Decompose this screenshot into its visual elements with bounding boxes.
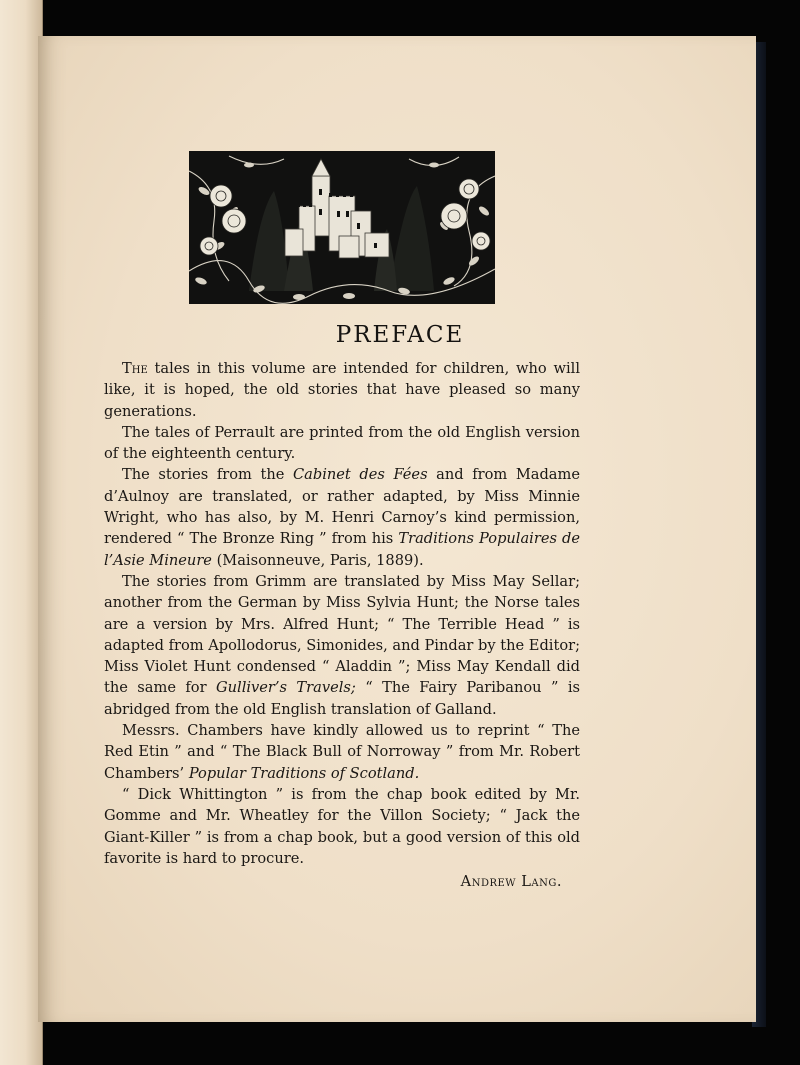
paragraph-1 xyxy=(104,358,580,422)
paragraph-text: The stories from the xyxy=(122,466,294,484)
paragraph-4 xyxy=(104,571,580,720)
book-title: Gulliver’s Travels; xyxy=(215,679,356,697)
paragraph-text: tales in this volume are intended for children, who will like, it is hoped, the old stories that have pleased so many generations. xyxy=(104,360,580,420)
book-title: Traditions Populaires de l’Asie Mineure xyxy=(104,530,580,569)
paragraph-2: The tales of Perrault are printed from the old English version of the eighteenth century. xyxy=(104,423,580,463)
paragraph-text: (Maisonneuve, Paris, 1889). xyxy=(211,551,424,569)
page-title: PREFACE xyxy=(335,322,465,348)
preface-body xyxy=(104,358,580,869)
book-title: Popular Traditions of Scotland. xyxy=(188,764,420,782)
paragraph-lead-word: The xyxy=(122,360,148,377)
author-signature: Andrew Lang. xyxy=(460,873,562,890)
paragraph-3 xyxy=(104,464,580,570)
paragraph-text: Messrs. Chambers have kindly allowed us to reprint “ The Red Etin ” and “ The Black Bull of Norroway ” from Mr. Robert Chambers’ xyxy=(104,722,580,782)
book-title: Cabinet des Fées xyxy=(293,466,428,484)
left-page-edge xyxy=(0,0,43,1065)
castle-with-roses-icon xyxy=(189,151,495,304)
paragraph-6: “ Dick Whittington ” is from the chap book edited by Mr. Gomme and Mr. Wheatley for the Villon Society; “ Jack the Giant-Killer ” is from a chap book, but a good version of this old favorite is hard to procure. xyxy=(104,785,580,867)
paragraph-text: “ The Fairy Paribanou ” is abridged from the old English translation of Galland. xyxy=(104,679,580,718)
paragraph-text: and from Madame d’Aulnoy are translated, or rather adapted, by Miss Minnie Wright, who has also, by M. Henri Carnoy’s kind permission, rendered “ The Bronze Ring ” from his xyxy=(104,466,580,548)
paragraph-text: The stories from Grimm are translated by Miss May Sellar; another from the German by Miss Sylvia Hunt; the Norse tales are a version by Mrs. Alfred Hunt; “ The Terrible Head ” is adapted from Apollodorus, Simonides, and Pindar by the Editor; Miss Violet Hunt condensed “ Aladdin ”; Miss May Kendall did the same for xyxy=(104,572,580,697)
paragraph-5 xyxy=(104,720,580,784)
